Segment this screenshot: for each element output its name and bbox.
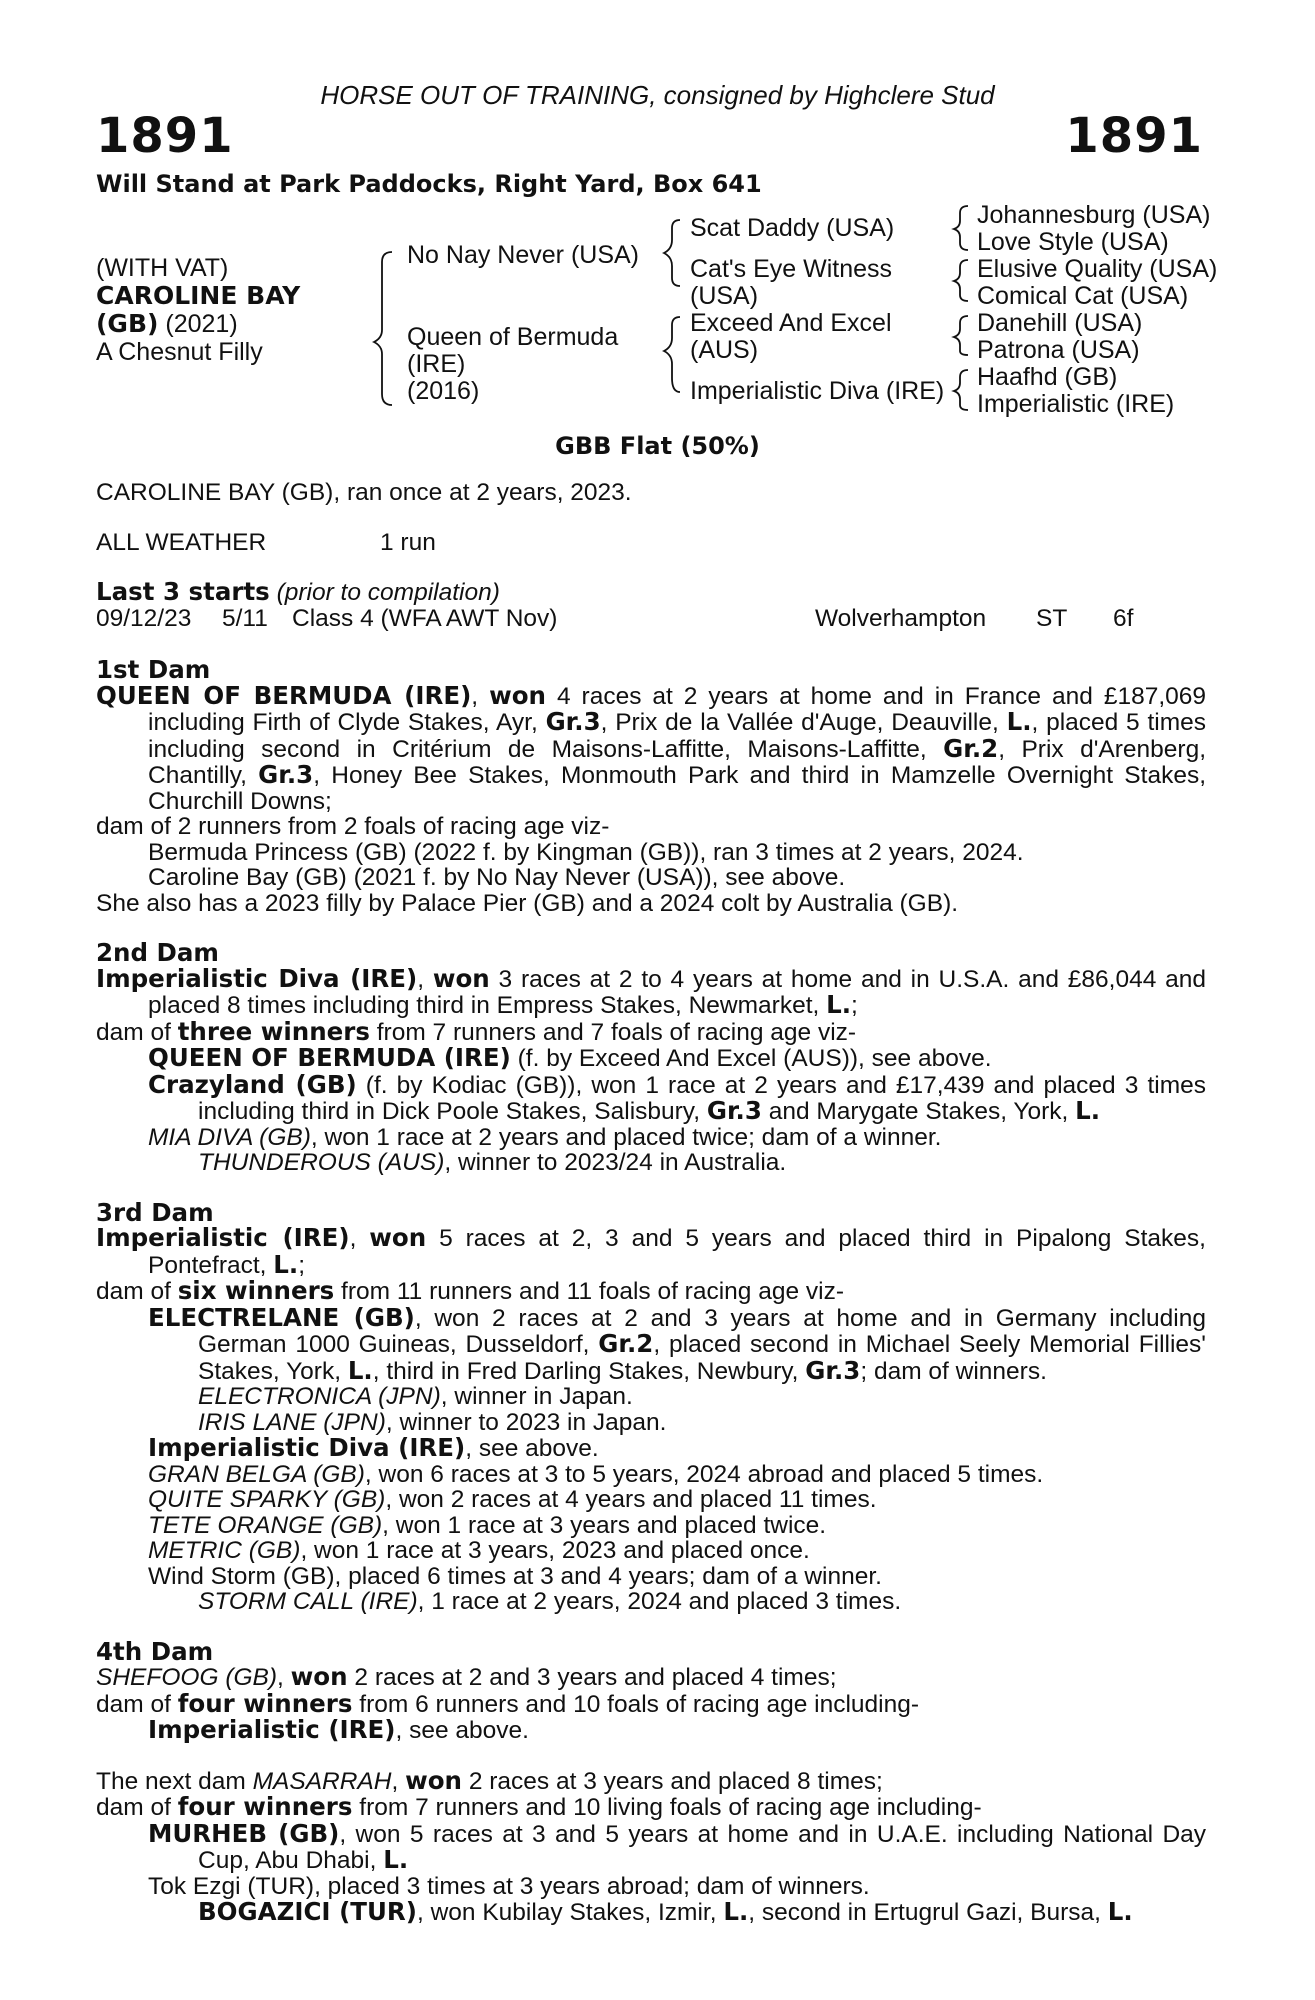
won-label: won: [290, 1662, 348, 1691]
dam-of-line: [96, 1278, 1206, 1305]
text: (f. by Kodiac (GB)), won 1 race at 2 years and £17,439 and placed 3 times including third in Dick Poole Stakes, Salisbury,: [198, 1071, 1206, 1125]
start-distance: 6f: [1113, 604, 1134, 632]
text: ,: [391, 1767, 406, 1795]
horse-name: CAROLINE BAY: [96, 281, 301, 310]
lot-number-left: 1891: [96, 108, 234, 164]
text: , second in Ertugrul Gazi, Bursa,: [748, 1899, 1108, 1926]
text: 4 races at 2 years at home and in France and £187,069 including Firth of Clyde Stakes, Ayr,: [148, 682, 1207, 736]
section-heading: 1st Dam: [96, 655, 211, 684]
second-dam-record: Imperialistic Diva (IRE), won 3 races at 2 to 4 years at home and in U.S.A. and £86,044 and placed 8 times including third in Empress Stakes, Newmarket, L.;: [96, 963, 1206, 1019]
text: , won 5 races at 3 and 5 years at home and in U.A.E. including National Day Cup, Abu Dhabi,: [198, 1820, 1207, 1874]
text: 2 races at 2 and 3 years and placed 4 times;: [347, 1664, 837, 1691]
progeny-item: Tok Ezgi (TUR), placed 3 times at 3 years abroad; dam of winners.: [148, 1872, 870, 1900]
pedigree-sire-sire: Scat Daddy (USA): [690, 214, 895, 242]
rating: GBB Flat (50%): [555, 432, 760, 460]
progeny-name: Imperialistic Diva (IRE): [148, 1433, 466, 1462]
horse-year: (2021): [165, 310, 238, 338]
progeny-name: GRAN BELGA (GB): [148, 1460, 365, 1488]
progeny-item: Bermuda Princess (GB) (2022 f. by Kingman (GB)), ran 3 times at 2 years, 2024.: [148, 838, 1024, 866]
winners-count: six winners: [177, 1276, 335, 1305]
progeny-item: [148, 1125, 1206, 1151]
progeny-item: [198, 1899, 1206, 1926]
text: , winner to 2023/24 in Australia.: [444, 1149, 787, 1176]
grade-label: L.: [723, 1897, 749, 1926]
winners-count: three winners: [177, 1016, 370, 1046]
dam-of-line: [96, 1688, 1206, 1718]
text: from 7 runners and 10 living foals of racing age including-: [352, 1794, 982, 1821]
text: and Marygate Stakes, York,: [761, 1098, 1076, 1125]
dam-name: MASARRAH: [252, 1767, 392, 1795]
text: 3 races at 2 to 4 years at home and in U.S.A. and £86,044 and placed 8 times including third in Empress Stakes, Newmarket,: [148, 965, 1206, 1019]
text: dam of: [96, 1278, 178, 1305]
text: from 11 runners and 11 foals of racing age viz-: [334, 1278, 845, 1305]
winners-count: four winners: [177, 1792, 353, 1821]
text: , Prix d'Arenberg, Chantilly,: [148, 735, 1206, 789]
text: , third in Fred Darling Stakes, Newbury,: [372, 1357, 806, 1385]
progeny-item: [148, 1435, 1206, 1462]
text: from 6 runners and 10 foals of racing age including-: [352, 1690, 920, 1718]
pedigree-sire: No Nay Never (USA): [407, 241, 639, 269]
text: , placed 5 times including second in Critérium de Maisons-Laffitte, Maisons-Laffitte,: [148, 709, 1206, 763]
text: ; dam of winners.: [860, 1357, 1047, 1385]
fourth-dam-section: [96, 1636, 1206, 1744]
progeny-item: [96, 1302, 1206, 1385]
summary-block: [96, 480, 1206, 1926]
progeny-name: STORM CALL (IRE): [198, 1588, 418, 1615]
text: , won 2 races at 2 and 3 years at home and in Germany including German 1000 Guineas, Dusseldorf,: [198, 1304, 1206, 1358]
pedigree-dss: Danehill (USA): [977, 309, 1143, 337]
stand-location: Will Stand at Park Paddocks, Right Yard, Box 641: [96, 170, 762, 198]
progeny-item: [198, 1384, 1206, 1410]
fourth-dam-record: SHEFOOG (GB), won 2 races at 2 and 3 years and placed 4 times;: [96, 1662, 837, 1691]
pedigree-dam-sire-line-1: Exceed And Excel: [690, 309, 892, 337]
progeny-item: [148, 1717, 1206, 1744]
last-starts-heading: [96, 579, 1206, 606]
start-going: ST: [1036, 604, 1068, 632]
text: , winner to 2023 in Japan.: [385, 1408, 667, 1436]
grade-label: L.: [383, 1845, 409, 1874]
next-dam-record: [96, 1765, 1206, 1795]
progeny-item: [96, 1818, 1207, 1874]
text: dam of: [96, 1690, 178, 1718]
progeny-item: [198, 1589, 1206, 1615]
text: (f. by Exceed And Excel (AUS)), see above.: [510, 1045, 992, 1072]
dam-name: Imperialistic (IRE): [96, 1223, 350, 1252]
won-label: won: [405, 1765, 463, 1795]
text: The next dam: [96, 1767, 253, 1795]
pedigree-sds: Elusive Quality (USA): [977, 255, 1218, 283]
progeny-item: [198, 1150, 1206, 1176]
text: , Prix de la Vallée d'Auge, Deauville,: [600, 709, 1007, 736]
table-row: [96, 606, 1133, 632]
next-dam-section: [96, 1765, 1207, 1926]
race-summary: CAROLINE BAY (GB), ran once at 2 years, 2023.: [96, 479, 632, 506]
dam-of-line: [96, 1016, 1206, 1046]
pedigree-sss: Johannesburg (USA): [977, 201, 1211, 229]
pedigree-dam-dam: Imperialistic Diva (IRE): [690, 377, 945, 405]
second-dam-section: [96, 940, 1206, 1176]
text: , won Kubilay Stakes, Izmir,: [416, 1899, 724, 1926]
horse-country: (GB): [96, 309, 159, 338]
last-starts-table: [96, 606, 1133, 632]
text: , Honey Bee Stakes, Monmouth Park and third in Mamzelle Overnight Stakes, Churchill Downs;: [148, 762, 1206, 815]
grade-label: L.: [1075, 1096, 1101, 1125]
dam-name: Imperialistic Diva (IRE): [96, 963, 418, 993]
grade-label: L.: [826, 990, 852, 1019]
start-position: 5/11: [222, 604, 268, 632]
dam-of-line: dam of 2 runners from 2 foals of racing age viz-: [96, 813, 610, 840]
progeny-name: TETE ORANGE (GB): [148, 1511, 383, 1539]
pedigree-dsd: Patrona (USA): [977, 336, 1140, 364]
lot-number-right: 1891: [1065, 108, 1203, 164]
grade-label: Gr.3: [258, 760, 314, 789]
grade-label: Gr.2: [943, 733, 999, 763]
progeny-name: ELECTRONICA (JPN): [198, 1383, 441, 1410]
text: , won 2 races at 4 years and placed 11 times.: [385, 1486, 877, 1513]
grade-label: Gr.3: [805, 1355, 861, 1385]
progeny-name: IRIS LANE (JPN): [198, 1408, 386, 1436]
text: , won 1 race at 3 years and placed twice.: [382, 1511, 827, 1539]
section-heading: 3rd Dam: [96, 1197, 214, 1227]
pedigree-dam-line-2: (IRE): [407, 350, 466, 378]
grade-label: L.: [1006, 707, 1032, 736]
section-heading: 4th Dam: [96, 1636, 214, 1666]
pedigree-sire-dam-line-2: (USA): [690, 282, 759, 310]
text: dam of: [96, 1794, 178, 1821]
text: , placed second in Michael Seely Memorial Fillies' Stakes, York,: [198, 1331, 1206, 1385]
text: ;: [851, 992, 858, 1019]
grade-label: L.: [1107, 1897, 1133, 1926]
progeny-item: Caroline Bay (GB) (2021 f. by No Nay Never (USA)), see above.: [148, 864, 846, 891]
progeny-item: [148, 1045, 1206, 1072]
consignment-header: HORSE OUT OF TRAINING, consigned by Highclere Stud: [320, 80, 995, 110]
all-weather-line: [96, 530, 1206, 556]
section-heading: 2nd Dam: [96, 938, 219, 967]
start-date: 09/12/23: [96, 604, 192, 632]
last-starts-note: (prior to compilation): [276, 579, 500, 606]
progeny-name: BOGAZICI (TUR): [198, 1897, 417, 1926]
progeny-name: QUEEN OF BERMUDA (IRE): [148, 1043, 511, 1072]
dam-of-line: [96, 1794, 1206, 1821]
pedigree-dam-line-3: (2016): [407, 377, 480, 405]
dam-name: QUEEN OF BERMUDA (IRE): [96, 680, 472, 710]
grade-label: L.: [273, 1249, 299, 1279]
progeny-item: [148, 1538, 1206, 1564]
progeny-item: Wind Storm (GB), placed 6 times at 3 and 4 years; dam of a winner.: [148, 1562, 882, 1590]
pedigree-dam-sire-line-2: (AUS): [690, 336, 759, 364]
text: 2 races at 3 years and placed 8 times;: [462, 1767, 883, 1795]
grade-label: Gr.2: [598, 1329, 654, 1358]
pedigree-ddd: Imperialistic (IRE): [977, 390, 1175, 418]
progeny-name: METRIC (GB): [148, 1537, 301, 1564]
progeny-name: MIA DIVA (GB): [148, 1123, 311, 1151]
start-course: Wolverhampton: [815, 604, 987, 632]
text: 5 races at 2, 3 and 5 years and placed third in Pipalong Stakes, Pontefract,: [148, 1225, 1206, 1279]
won-label: won: [369, 1223, 427, 1252]
progeny-name: Imperialistic (IRE): [148, 1715, 396, 1744]
progeny-name: QUITE SPARKY (GB): [148, 1486, 386, 1513]
also-line: She also has a 2023 filly by Palace Pier (GB) and a 2024 colt by Australia (GB).: [96, 889, 959, 917]
progeny-name: Crazyland (GB): [148, 1069, 357, 1099]
text: , won 6 races at 3 to 5 years, 2024 abroad and placed 5 times.: [364, 1460, 1044, 1488]
won-label: won: [432, 963, 490, 993]
third-dam-record: Imperialistic (IRE), won 5 races at 2, 3 and 5 years and placed third in Pipalong Stakes, Pontefract, L.;: [96, 1223, 1206, 1279]
text: dam of: [96, 1018, 178, 1046]
vat-note: (WITH VAT): [96, 254, 229, 282]
pedigree-sire-dam-line-1: Cat's Eye Witness: [690, 255, 893, 283]
progeny-item: [96, 1069, 1206, 1125]
text: from 7 runners and 7 foals of racing age viz-: [369, 1018, 857, 1046]
first-dam-section: [96, 657, 1206, 916]
progeny-name: THUNDEROUS (AUS): [198, 1149, 445, 1176]
progeny-name: ELECTRELANE (GB): [148, 1302, 415, 1332]
progeny-item: [148, 1513, 1206, 1539]
grade-label: Gr.3: [545, 707, 601, 736]
horse-description: A Chesnut Filly: [96, 338, 263, 366]
last-starts-title: Last 3 starts: [96, 577, 270, 606]
text: , winner in Japan.: [440, 1383, 633, 1410]
dam-name: SHEFOOG (GB): [96, 1664, 278, 1691]
winners-count: four winners: [177, 1688, 353, 1718]
start-race: Class 4 (WFA AWT Nov): [292, 604, 558, 632]
progeny-item: [148, 1462, 1206, 1488]
all-weather-label: ALL WEATHER: [96, 528, 267, 556]
text: , won 1 race at 2 years and placed twice; dam of a winner.: [310, 1123, 942, 1151]
text: , see above.: [395, 1717, 529, 1744]
pedigree-dds: Haafhd (GB): [977, 363, 1118, 391]
text: , 1 race at 2 years, 2024 and placed 3 times.: [417, 1588, 902, 1615]
text: ;: [298, 1251, 306, 1279]
won-label: won: [489, 680, 546, 710]
text: , won 1 race at 3 years, 2023 and placed once.: [300, 1537, 810, 1564]
third-dam-section: [96, 1197, 1206, 1615]
progeny-item: [198, 1410, 1206, 1436]
text: , see above.: [465, 1435, 599, 1462]
pedigree-sdd: Comical Cat (USA): [977, 282, 1189, 310]
grade-label: L.: [347, 1355, 373, 1385]
progeny-name: MURHEB (GB): [148, 1818, 340, 1848]
pedigree-ssd: Love Style (USA): [977, 228, 1169, 256]
all-weather-runs: 1 run: [380, 528, 436, 556]
grade-label: Gr.3: [706, 1096, 762, 1125]
first-dam-record: QUEEN OF BERMUDA (IRE), won 4 races at 2 years at home and in France and £187,069 including Firth of Clyde Stakes, Ayr, Gr.3, Prix de la Vallée d'Auge, Deauville, L., placed 5 times including second in Critérium de Maisons-Laffitte, Maisons-Laffitte, Gr.2, Prix d'Arenberg, Chantilly, Gr.3, Honey Bee Stakes, Monmouth Park and third in Mamzelle Overnight Stakes, Churchill Downs;: [96, 680, 1207, 815]
progeny-item: [148, 1487, 1206, 1513]
pedigree-dam-line-1: Queen of Bermuda: [407, 323, 619, 351]
